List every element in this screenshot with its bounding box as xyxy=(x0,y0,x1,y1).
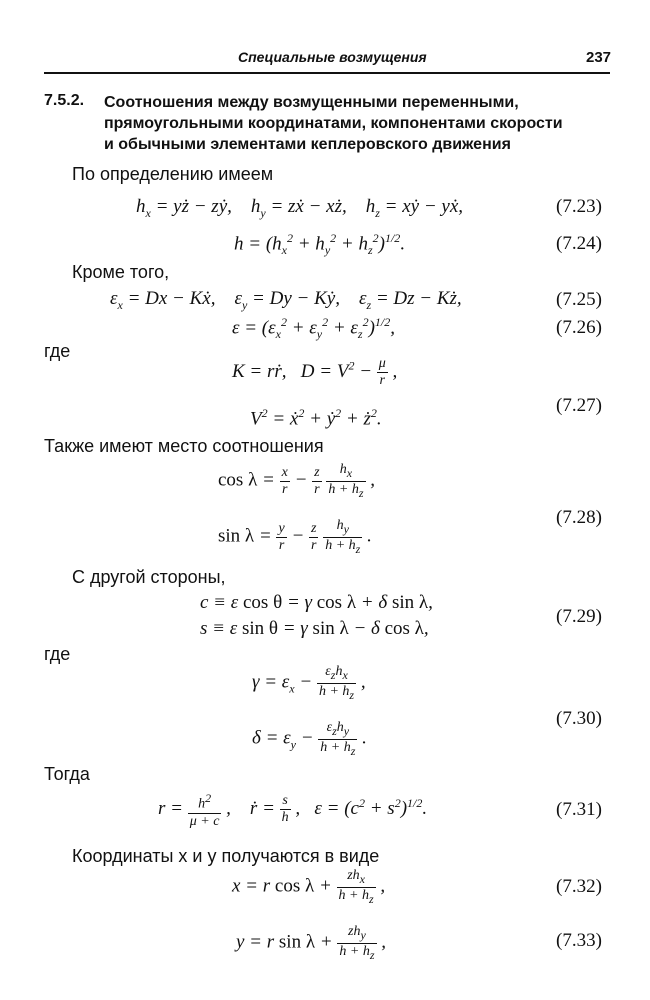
equation-number: (7.33) xyxy=(556,930,602,951)
equation-number: (7.28) xyxy=(556,507,602,528)
paragraph-text: С другой стороны, xyxy=(72,567,226,587)
fraction: $\frac{zh_x}{h + h_z}$ xyxy=(338,868,374,906)
equation-7-31: r = $\frac{h^2}{\mu + c}$ , ṙ = $\frac{s}{h}$ , $\varepsilon = (c^2 + s^2)^{1/2}$. xyxy=(158,791,428,829)
equation-number: (7.31) xyxy=(556,799,602,820)
paragraph-text: Тогда xyxy=(44,764,90,784)
equation-7-25: $\varepsilon_x = Dx$ − Kẋ, $\varepsilon_y = Dy$ − Kẏ, $\varepsilon_z = Dz$ − Kż, xyxy=(110,288,462,312)
equation-7-28a: cos λ = $\frac{x}{r}$ − $\frac{z}{r}$ $\frac{h_x}{h + h_z}$ , xyxy=(218,462,375,500)
section-title-line: прямоугольными координатами, компонентами скорости xyxy=(104,115,563,132)
equation-7-33: y = r sin λ + $\frac{zh_y}{h + h_z}$ , xyxy=(236,924,386,962)
header-rule xyxy=(44,72,610,74)
equation-number: (7.26) xyxy=(556,317,602,338)
fraction: $\frac{h_x}{h + h_z}$ xyxy=(328,462,364,500)
paragraph-text: По определению имеем xyxy=(72,164,274,184)
equation-number: (7.30) xyxy=(556,708,602,729)
section-title-line: и обычными элементами кеплеровского движения xyxy=(104,136,511,153)
fraction: $\frac{y}{r}$ xyxy=(278,520,285,553)
fraction: $\frac{z}{r}$ xyxy=(311,520,317,553)
equation-7-27b: $V^2$ = ẋ$^2$ + ẏ$^2$ + $ż^2$. xyxy=(250,406,382,430)
equation-number: (7.24) xyxy=(556,233,602,254)
fraction: $\frac{x}{r}$ xyxy=(281,464,288,497)
section-title-line: Соотношения между возмущенными переменными, xyxy=(104,94,519,111)
fraction: $\frac{z}{r}$ xyxy=(314,464,320,497)
section-number: 7.5.2. xyxy=(44,92,85,109)
fraction: $\frac{\mu}{r}$ xyxy=(378,356,386,388)
equation-number: (7.29) xyxy=(556,606,602,627)
fraction: $\frac{h_y}{h + h_z}$ xyxy=(325,518,361,556)
paragraph-text: Координаты x и y получаются в виде xyxy=(72,846,380,866)
fraction: $\frac{h^2}{\mu + c}$ xyxy=(189,791,220,829)
equation-7-28b: sin λ = $\frac{y}{r}$ − $\frac{z}{r}$ $\frac{h_y}{h + h_z}$ . xyxy=(218,518,372,556)
fraction: $\frac{zh_y}{h + h_z}$ xyxy=(339,924,375,962)
running-header-title: Специальные возмущения xyxy=(238,49,427,65)
paragraph-text: где xyxy=(44,341,71,361)
equation-7-30a: $\gamma = \varepsilon_x$ − $\frac{\varepsilon_zh_x}{h + h_z}$ , xyxy=(252,664,366,702)
equation-7-24: $h = (h_x^2 + h_y^2 + h_z^2)^{1/2}$. xyxy=(234,231,406,258)
equation-7-29b: s ≡ ε sin θ = γ sin λ − δ cos λ, xyxy=(200,618,429,639)
fraction: $\frac{\varepsilon_zh_x}{h + h_z}$ xyxy=(318,664,355,702)
paragraph-text: Кроме того, xyxy=(72,262,170,282)
equation-number: (7.32) xyxy=(556,876,602,897)
paragraph-text: где xyxy=(44,644,71,664)
equation-7-32: x = r cos λ + $\frac{zh_x}{h + h_z}$ , xyxy=(232,868,386,906)
fraction: $\frac{\varepsilon_zh_y}{h + h_z}$ xyxy=(320,720,356,758)
equation-7-30b: $\delta = \varepsilon_y$ − $\frac{\varepsilon_zh_y}{h + h_z}$ . xyxy=(252,720,367,758)
equation-7-26: $\varepsilon = (\varepsilon_x^2 + \varepsilon_y^2 + \varepsilon_z^2)^{1/2}$, xyxy=(232,315,395,342)
equation-number: (7.23) xyxy=(556,196,602,217)
equation-7-23: $h_x$ = yż − zẏ, $h_y$ = zẋ − xż, $h_z$ = xẏ − yẋ, xyxy=(136,196,464,220)
equation-number: (7.27) xyxy=(556,395,602,416)
section-title xyxy=(104,92,604,155)
equation-number: (7.25) xyxy=(556,289,602,310)
equation-7-27a: K = rṙ, $D = V^2$ − $\frac{\mu}{r}$ , xyxy=(232,356,398,388)
fraction: $\frac{s}{h}$ xyxy=(281,793,289,826)
equation-7-29a: c ≡ ε cos θ = γ cos λ + δ sin λ, xyxy=(200,592,433,613)
page-number: 237 xyxy=(586,49,612,66)
paragraph-text: Также имеют место соотношения xyxy=(44,436,324,456)
